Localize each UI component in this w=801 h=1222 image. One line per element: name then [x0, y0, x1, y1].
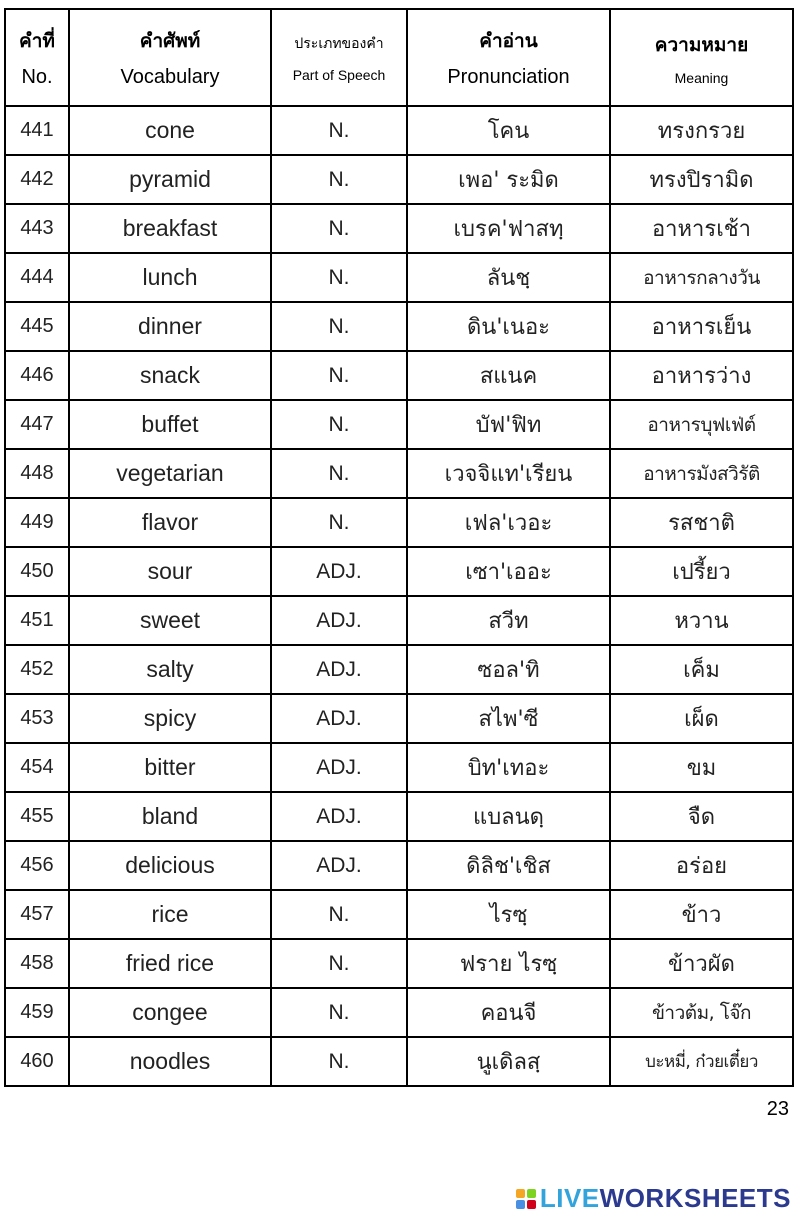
- table-row: [5, 792, 793, 841]
- row-number: 453: [5, 694, 69, 743]
- header-number: [5, 9, 69, 106]
- table-row: [5, 743, 793, 792]
- header-meaning: [610, 9, 793, 106]
- logo-square-4: [527, 1200, 536, 1209]
- header-part-of-speech-english: Part of Speech: [292, 66, 386, 83]
- row-pronunciation: โคน: [407, 106, 610, 155]
- row-meaning: จืด: [610, 792, 793, 841]
- table-row: [5, 155, 793, 204]
- header-part-of-speech-thai: ประเภทของคำ: [294, 35, 384, 52]
- row-part-of-speech: N.: [271, 204, 407, 253]
- row-part-of-speech: ADJ.: [271, 547, 407, 596]
- row-part-of-speech: ADJ.: [271, 596, 407, 645]
- row-pronunciation: เพอ' ระมิด: [407, 155, 610, 204]
- page-number: 23: [766, 1098, 789, 1120]
- row-vocabulary: dinner: [69, 302, 271, 351]
- table-row: [5, 400, 793, 449]
- table-row: [5, 351, 793, 400]
- row-number: 457: [5, 890, 69, 939]
- header-pronunciation: [407, 9, 610, 106]
- row-vocabulary: cone: [69, 106, 271, 155]
- row-vocabulary: salty: [69, 645, 271, 694]
- row-part-of-speech: N.: [271, 155, 407, 204]
- row-number: 441: [5, 106, 69, 155]
- row-pronunciation: เบรค'ฟาสทฺ: [407, 204, 610, 253]
- row-pronunciation: แบลนดฺ: [407, 792, 610, 841]
- row-meaning: เผ็ด: [610, 694, 793, 743]
- table-row: [5, 449, 793, 498]
- row-number: 448: [5, 449, 69, 498]
- table-row: [5, 694, 793, 743]
- logo-text-live: LIVE: [539, 1183, 600, 1213]
- row-meaning: รสชาติ: [610, 498, 793, 547]
- row-pronunciation: สวีท: [407, 596, 610, 645]
- row-vocabulary: flavor: [69, 498, 271, 547]
- row-meaning: อาหารมังสวิรัติ: [610, 449, 793, 498]
- row-pronunciation: เซา'เออะ: [407, 547, 610, 596]
- row-part-of-speech: N.: [271, 1037, 407, 1086]
- row-number: 446: [5, 351, 69, 400]
- row-number: 459: [5, 988, 69, 1037]
- row-meaning: เปรี้ยว: [610, 547, 793, 596]
- table-row: [5, 596, 793, 645]
- header-meaning-thai: ความหมาย: [654, 33, 749, 56]
- row-pronunciation: คอนจี: [407, 988, 610, 1037]
- row-meaning: อาหารกลางวัน: [610, 253, 793, 302]
- row-pronunciation: นูเดิลสฺ: [407, 1037, 610, 1086]
- row-part-of-speech: ADJ.: [271, 694, 407, 743]
- row-vocabulary: delicious: [69, 841, 271, 890]
- row-part-of-speech: ADJ.: [271, 792, 407, 841]
- row-meaning: ทรงกรวย: [610, 106, 793, 155]
- row-meaning: ข้าวต้ม, โจ๊ก: [610, 988, 793, 1037]
- row-pronunciation: ซอล'ทิ: [407, 645, 610, 694]
- row-meaning: อร่อย: [610, 841, 793, 890]
- liveworksheets-logo-text: [540, 1183, 791, 1214]
- table-row: [5, 939, 793, 988]
- row-pronunciation: ลันชฺ: [407, 253, 610, 302]
- table-row: [5, 253, 793, 302]
- row-number: 451: [5, 596, 69, 645]
- row-number: 445: [5, 302, 69, 351]
- row-vocabulary: congee: [69, 988, 271, 1037]
- row-part-of-speech: N.: [271, 351, 407, 400]
- row-meaning: อาหารเย็น: [610, 302, 793, 351]
- row-meaning: ขม: [610, 743, 793, 792]
- row-vocabulary: fried rice: [69, 939, 271, 988]
- row-number: 443: [5, 204, 69, 253]
- row-pronunciation: บิท'เทอะ: [407, 743, 610, 792]
- logo-square-1: [516, 1189, 525, 1198]
- table-row: [5, 498, 793, 547]
- row-vocabulary: sweet: [69, 596, 271, 645]
- row-meaning: อาหารเช้า: [610, 204, 793, 253]
- row-meaning: ข้าวผัด: [610, 939, 793, 988]
- row-vocabulary: bitter: [69, 743, 271, 792]
- table-header-row: [5, 9, 793, 106]
- row-number: 458: [5, 939, 69, 988]
- logo-square-2: [527, 1189, 536, 1198]
- table-row: [5, 645, 793, 694]
- row-pronunciation: ดิลิช'เชิส: [407, 841, 610, 890]
- row-vocabulary: buffet: [69, 400, 271, 449]
- row-part-of-speech: N.: [271, 890, 407, 939]
- row-part-of-speech: N.: [271, 400, 407, 449]
- table-row: [5, 106, 793, 155]
- row-number: 444: [5, 253, 69, 302]
- row-vocabulary: breakfast: [69, 204, 271, 253]
- row-vocabulary: bland: [69, 792, 271, 841]
- table-row: [5, 841, 793, 890]
- header-meaning-english: Meaning: [674, 69, 729, 86]
- table-row: [5, 547, 793, 596]
- row-number: 454: [5, 743, 69, 792]
- table-row: [5, 1037, 793, 1086]
- header-pronunciation-english: Pronunciation: [447, 66, 570, 88]
- table-row: [5, 988, 793, 1037]
- row-meaning: บะหมี่, ก๋วยเตี๋ยว: [610, 1037, 793, 1086]
- row-part-of-speech: N.: [271, 106, 407, 155]
- table-row: [5, 204, 793, 253]
- table-row: [5, 302, 793, 351]
- row-part-of-speech: ADJ.: [271, 841, 407, 890]
- row-number: 449: [5, 498, 69, 547]
- row-pronunciation: ดิน'เนอะ: [407, 302, 610, 351]
- header-vocabulary-thai: คำศัพท์: [139, 30, 201, 52]
- row-vocabulary: lunch: [69, 253, 271, 302]
- row-vocabulary: snack: [69, 351, 271, 400]
- logo-text-worksheets: WORKSHEETS: [599, 1183, 791, 1213]
- row-pronunciation: สแนค: [407, 351, 610, 400]
- vocabulary-table: [4, 8, 794, 1087]
- liveworksheets-logo-icon: [516, 1189, 536, 1209]
- row-part-of-speech: N.: [271, 253, 407, 302]
- row-part-of-speech: ADJ.: [271, 743, 407, 792]
- row-meaning: ทรงปิรามิด: [610, 155, 793, 204]
- header-part-of-speech: [271, 9, 407, 106]
- row-meaning: เค็ม: [610, 645, 793, 694]
- header-pronunciation-thai: คำอ่าน: [479, 30, 538, 52]
- row-vocabulary: spicy: [69, 694, 271, 743]
- row-part-of-speech: N.: [271, 939, 407, 988]
- row-meaning: หวาน: [610, 596, 793, 645]
- header-number-thai: คำที่: [19, 30, 55, 52]
- row-number: 452: [5, 645, 69, 694]
- header-vocabulary: [69, 9, 271, 106]
- row-number: 442: [5, 155, 69, 204]
- row-pronunciation: เวจจิแท'เรียน: [407, 449, 610, 498]
- header-number-english: No.: [21, 66, 53, 88]
- row-meaning: ข้าว: [610, 890, 793, 939]
- row-vocabulary: pyramid: [69, 155, 271, 204]
- row-number: 456: [5, 841, 69, 890]
- header-vocabulary-english: Vocabulary: [120, 66, 220, 88]
- row-pronunciation: เฟล'เวอะ: [407, 498, 610, 547]
- row-pronunciation: ไรซฺ: [407, 890, 610, 939]
- row-number: 460: [5, 1037, 69, 1086]
- row-part-of-speech: ADJ.: [271, 645, 407, 694]
- row-pronunciation: บัฟ'ฟิท: [407, 400, 610, 449]
- row-part-of-speech: N.: [271, 302, 407, 351]
- row-pronunciation: สไพ'ซี: [407, 694, 610, 743]
- row-pronunciation: ฟราย ไรซฺ: [407, 939, 610, 988]
- row-number: 447: [5, 400, 69, 449]
- row-part-of-speech: N.: [271, 498, 407, 547]
- logo-square-3: [516, 1200, 525, 1209]
- row-meaning: อาหารว่าง: [610, 351, 793, 400]
- row-part-of-speech: N.: [271, 988, 407, 1037]
- row-number: 455: [5, 792, 69, 841]
- table-row: [5, 890, 793, 939]
- row-vocabulary: vegetarian: [69, 449, 271, 498]
- row-vocabulary: noodles: [69, 1037, 271, 1086]
- row-meaning: อาหารบุฟเฟ่ต์: [610, 400, 793, 449]
- row-number: 450: [5, 547, 69, 596]
- row-vocabulary: rice: [69, 890, 271, 939]
- liveworksheets-logo: [516, 1183, 791, 1214]
- row-vocabulary: sour: [69, 547, 271, 596]
- row-part-of-speech: N.: [271, 449, 407, 498]
